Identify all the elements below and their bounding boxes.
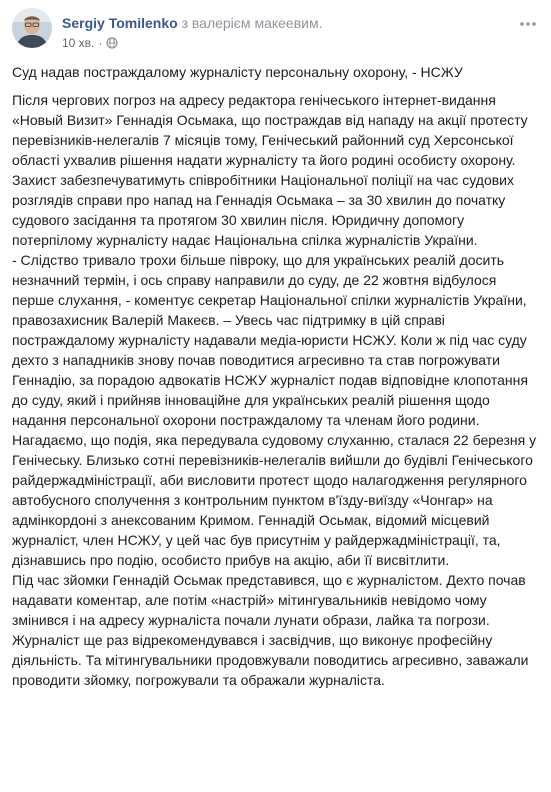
author-line [62, 14, 323, 32]
more-dots-icon[interactable] [519, 12, 537, 30]
post-title: Суд надав постраждалому журналісту персональну охорону, - НСЖУ [12, 64, 463, 80]
post-body [12, 90, 537, 690]
avatar[interactable] [12, 8, 52, 48]
post-paragraph: Після чергових погроз на адресу редактора генічеського інтернет-видання «Новый Визит» Геннадія Осьмака, що постраждав від нападу на акції протесту перевізників-нелегалів 7 місяців тому, Генічеський районний суд Херсонської області ухвалив рішення надати журналісту та його родині особисту охорону. Захист забезпечуватимуть співробітники Національної поліції на час судових розглядів справи про напад на Геннадія Осьмака – за 30 хвилин до початку судового засідання та протягом 30 хвилин після. Юридичну допомогу потерпілому журналісту надає Національна спілка журналістів України. [12, 92, 528, 248]
post-paragraph: Нагадаємо, що подія, яка передувала судовому слуханню, сталася 22 березня у Генічеську. Близько сотні перевізників-нелегалів вийшли до будівлі Генічеського райдержадміністрації, аби висловити протест щодо налагодження регулярного автобусного сполучення з контрольним пунктом в'їзду-виїзду «Чонгар» на адмінкордоні з анексованим Кримом. Геннадій Осьмак, відомий місцевий журналіст, член НСЖУ, у цей час був присутнім у райдержадміністрації, та, дізнавшись про подію, особисто прибув на акцію, аби її висвітлити. [12, 432, 537, 568]
post-paragraph: - Слідство тривало трохи більше півроку, що для українських реалій досить незначний термін, і ось справу направили до суду, де 22 жовтня відбулося перше слухання, - коментує секретар Національної спілки журналістів України, правозахисник Валерій Макеєв. – Увесь час підтримку в цій справі постраждалому журналісту надавали медіа-юристи НСЖУ. Коли ж під час суду дехто з нападників знову почав поводитися агресивно та став погрожувати Геннадію, за порадою адвокатів НСЖУ журналіст подав відповідне клопотання до суду, який і прийняв інноваційне для українських реалій рішення щодо надання персональної охорони постраждалому та членам його родини. [12, 252, 528, 428]
globe-icon[interactable] [106, 37, 118, 49]
post-header [12, 8, 539, 56]
meta-separator: · [98, 36, 103, 50]
author-name[interactable]: Sergiy Tomilenko [62, 15, 178, 31]
post-timestamp[interactable]: 10 хв. [62, 36, 95, 50]
tagged-with-text[interactable]: з валерієм макеевим. [181, 15, 323, 31]
post-meta [62, 35, 118, 51]
avatar-photo [12, 8, 52, 48]
post-paragraph: Під час зйомки Геннадій Осьмак представився, що є журналістом. Дехто почав надавати коментар, але потім «настрій» мітингувальників невідомо чому змінився і на адресу журналіста почали лунати образи, лайка та погрози. Журналіст ще раз відрекомендувався і засвідчив, що виконує професійну діяльність. Та мітингувальники продовжували поводитись агресивно, заважали проводити зйомку, погрожували та ображали журналіста. [12, 572, 529, 688]
